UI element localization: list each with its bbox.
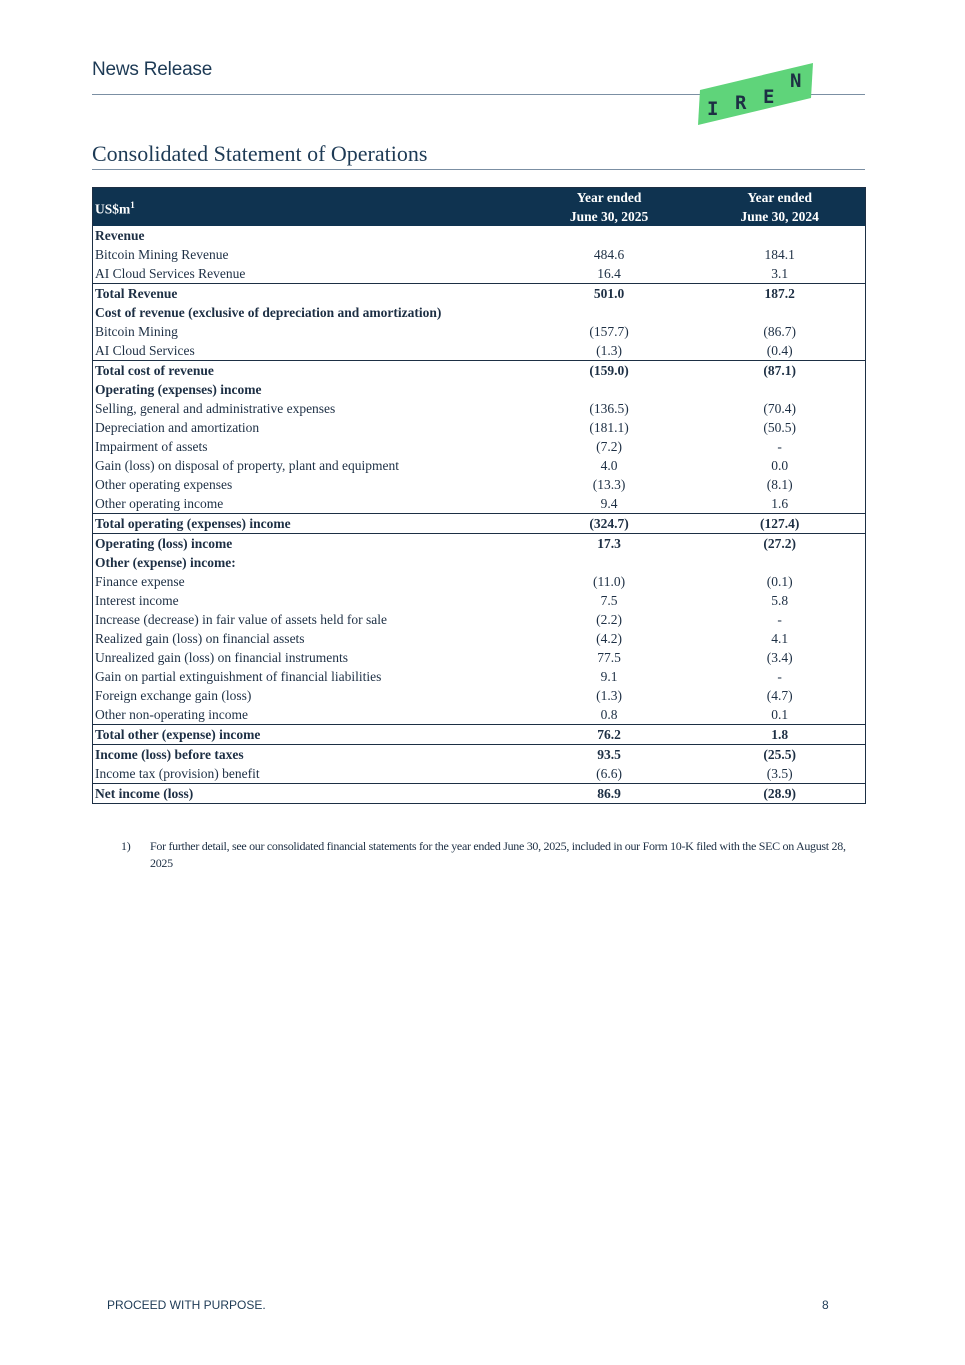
table-row bbox=[93, 784, 866, 804]
page-number: 8 bbox=[822, 1298, 829, 1312]
column-header-fy2025: Year ended June 30, 2025 bbox=[524, 188, 695, 227]
table-row bbox=[93, 572, 866, 591]
table-row bbox=[93, 725, 866, 745]
value-fy2025: (2.2) bbox=[596, 612, 622, 627]
footer-tagline: PROCEED WITH PURPOSE. bbox=[107, 1298, 266, 1312]
column-header-fy2024: Year ended June 30, 2024 bbox=[694, 188, 865, 227]
table-row bbox=[93, 418, 866, 437]
logo-letter-i: I bbox=[707, 98, 719, 120]
value-fy2025: (136.5) bbox=[589, 401, 629, 416]
row-label: Gain (loss) on disposal of property, plant and equipment bbox=[95, 458, 399, 473]
value-fy2025: 4.0 bbox=[600, 458, 618, 473]
table-body bbox=[93, 226, 866, 804]
value-fy2025: 501.0 bbox=[524, 284, 695, 304]
value-fy2025: (4.2) bbox=[596, 631, 622, 646]
value-fy2024: (28.9) bbox=[694, 784, 865, 804]
row-label: Unrealized gain (loss) on financial instruments bbox=[95, 650, 349, 665]
table-row bbox=[93, 475, 866, 494]
value-fy2025: 484.6 bbox=[593, 247, 625, 262]
value-fy2024: 1.8 bbox=[694, 725, 865, 745]
value-fy2024 bbox=[694, 380, 865, 399]
logo-letter-e: E bbox=[763, 86, 775, 108]
value-fy2025 bbox=[524, 380, 695, 399]
row-label: Operating (expenses) income bbox=[95, 382, 262, 397]
footnote-marker: 1) bbox=[121, 839, 131, 853]
value-fy2025: (1.3) bbox=[596, 343, 622, 358]
value-fy2024: (3.5) bbox=[766, 766, 793, 781]
value-fy2024: - bbox=[777, 669, 782, 684]
value-fy2024: (127.4) bbox=[694, 514, 865, 534]
table-row bbox=[93, 648, 866, 667]
row-label: Revenue bbox=[95, 228, 145, 243]
row-label: Total operating (expenses) income bbox=[93, 514, 524, 534]
row-label: Depreciation and amortization bbox=[95, 420, 260, 435]
value-fy2025: (13.3) bbox=[592, 477, 626, 492]
logo-letter-n: N bbox=[790, 70, 802, 92]
value-fy2024: (0.1) bbox=[766, 574, 793, 589]
value-fy2025: (11.0) bbox=[592, 574, 626, 589]
table-row bbox=[93, 553, 866, 572]
value-fy2025 bbox=[524, 226, 695, 245]
row-label: Impairment of assets bbox=[95, 439, 208, 454]
row-label: Increase (decrease) in fair value of assets held for sale bbox=[95, 612, 387, 627]
row-label: Net income (loss) bbox=[93, 784, 524, 804]
table-row bbox=[93, 610, 866, 629]
row-label: Bitcoin Mining bbox=[95, 324, 178, 339]
value-fy2025: (6.6) bbox=[596, 766, 622, 781]
footnote bbox=[121, 838, 861, 872]
value-fy2024: (3.4) bbox=[766, 650, 793, 665]
row-label: Bitcoin Mining Revenue bbox=[95, 247, 229, 262]
row-label: Gain on partial extinguishment of financial liabilities bbox=[95, 669, 382, 684]
table-row bbox=[93, 380, 866, 399]
value-fy2025: (7.2) bbox=[596, 439, 622, 454]
table-row bbox=[93, 764, 866, 784]
value-fy2025 bbox=[524, 303, 695, 322]
value-fy2025: 0.8 bbox=[600, 707, 618, 722]
table-row bbox=[93, 686, 866, 705]
row-label: Foreign exchange gain (loss) bbox=[95, 688, 252, 703]
row-label: Other non-operating income bbox=[95, 707, 248, 722]
table-row bbox=[93, 705, 866, 725]
value-fy2024: 5.8 bbox=[771, 593, 789, 608]
value-fy2024: (86.7) bbox=[763, 324, 796, 339]
value-fy2024: - bbox=[777, 612, 782, 627]
row-label: Other operating expenses bbox=[95, 477, 233, 492]
row-label: Total other (expense) income bbox=[93, 725, 524, 745]
value-fy2024: 4.1 bbox=[771, 631, 789, 646]
row-label: Interest income bbox=[95, 593, 179, 608]
value-fy2025: 76.2 bbox=[524, 725, 695, 745]
value-fy2024: (4.7) bbox=[766, 688, 793, 703]
value-fy2024: 1.6 bbox=[771, 496, 789, 511]
row-label: Cost of revenue (exclusive of depreciation and amortization) bbox=[95, 305, 442, 320]
value-fy2024: 187.2 bbox=[694, 284, 865, 304]
value-fy2025: (181.1) bbox=[589, 420, 629, 435]
table-row bbox=[93, 284, 866, 304]
table-row bbox=[93, 629, 866, 648]
value-fy2025 bbox=[524, 553, 695, 572]
iren-logo bbox=[697, 63, 815, 125]
value-fy2024: 184.1 bbox=[764, 247, 795, 262]
value-fy2024 bbox=[694, 553, 865, 572]
row-label: AI Cloud Services bbox=[95, 343, 195, 358]
row-label: Income tax (provision) benefit bbox=[95, 766, 260, 781]
page-title: Consolidated Statement of Operations bbox=[92, 141, 428, 166]
value-fy2025: 16.4 bbox=[597, 266, 621, 281]
value-fy2025: 7.5 bbox=[600, 593, 618, 608]
value-fy2024: 0.0 bbox=[771, 458, 789, 473]
table-row bbox=[93, 745, 866, 765]
title-divider bbox=[92, 169, 865, 170]
column-header-currency: $US\$m^1$ bbox=[93, 188, 524, 227]
statement-of-operations-table bbox=[92, 187, 866, 804]
value-fy2025: 9.4 bbox=[600, 496, 618, 511]
value-fy2024: (0.4) bbox=[766, 343, 793, 358]
document-type-label: News Release bbox=[92, 59, 213, 80]
table-row bbox=[93, 534, 866, 554]
value-fy2024: (70.4) bbox=[763, 401, 796, 416]
value-fy2024: - bbox=[777, 439, 782, 454]
value-fy2024: (8.1) bbox=[766, 477, 793, 492]
table-row bbox=[93, 494, 866, 514]
value-fy2025: (159.0) bbox=[524, 361, 695, 381]
value-fy2024: 3.1 bbox=[771, 266, 789, 281]
value-fy2024: (25.5) bbox=[694, 745, 865, 765]
table-row bbox=[93, 341, 866, 361]
table-row bbox=[93, 437, 866, 456]
row-label: Finance expense bbox=[95, 574, 185, 589]
table-row bbox=[93, 264, 866, 284]
table-row bbox=[93, 361, 866, 381]
value-fy2025: (1.3) bbox=[596, 688, 622, 703]
row-label: Other (expense) income: bbox=[95, 555, 236, 570]
value-fy2024: (87.1) bbox=[694, 361, 865, 381]
table-row bbox=[93, 591, 866, 610]
row-label: AI Cloud Services Revenue bbox=[95, 266, 246, 281]
value-fy2025: (324.7) bbox=[524, 514, 695, 534]
row-label: Income (loss) before taxes bbox=[93, 745, 524, 765]
row-label: Total cost of revenue bbox=[93, 361, 524, 381]
table-row bbox=[93, 303, 866, 322]
row-label: Realized gain (loss) on financial assets bbox=[95, 631, 305, 646]
row-label: Other operating income bbox=[95, 496, 224, 511]
logo-letter-r: R bbox=[735, 92, 747, 114]
value-fy2024: (27.2) bbox=[694, 534, 865, 554]
table-row bbox=[93, 226, 866, 245]
value-fy2025: 86.9 bbox=[524, 784, 695, 804]
row-label: Total Revenue bbox=[93, 284, 524, 304]
table-row bbox=[93, 399, 866, 418]
value-fy2024 bbox=[694, 226, 865, 245]
table-row bbox=[93, 667, 866, 686]
value-fy2025: 17.3 bbox=[524, 534, 695, 554]
value-fy2025: 77.5 bbox=[597, 650, 621, 665]
table-row bbox=[93, 514, 866, 534]
value-fy2025: 9.1 bbox=[600, 669, 618, 684]
value-fy2025: 93.5 bbox=[524, 745, 695, 765]
value-fy2024: (50.5) bbox=[763, 420, 796, 435]
value-fy2025: (157.7) bbox=[589, 324, 629, 339]
row-label: Operating (loss) income bbox=[93, 534, 524, 554]
value-fy2024 bbox=[694, 303, 865, 322]
table-row bbox=[93, 245, 866, 264]
table-row bbox=[93, 456, 866, 475]
table-header-row bbox=[93, 188, 866, 227]
value-fy2024: 0.1 bbox=[771, 707, 789, 722]
footnote-text: For further detail, see our consolidated financial statements for the year ended June 30, 2025, included in our Form 10-K filed with the SEC on August 28, 2025 bbox=[150, 839, 846, 870]
table-row bbox=[93, 322, 866, 341]
row-label: Selling, general and administrative expenses bbox=[95, 401, 336, 416]
